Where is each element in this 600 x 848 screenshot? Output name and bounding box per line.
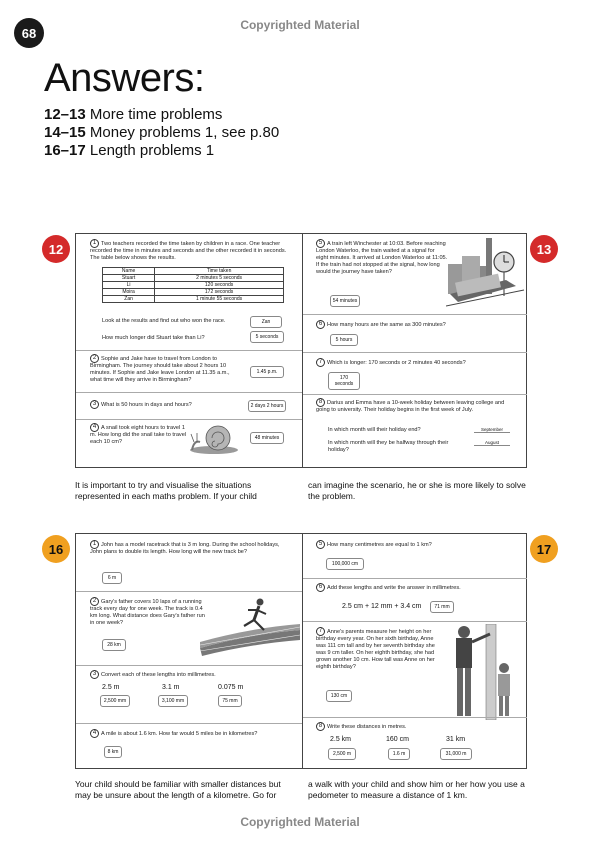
- answer-box: 5 hours: [330, 334, 358, 346]
- question-4: [90, 729, 290, 738]
- question-3: [90, 400, 240, 409]
- separator: [303, 717, 527, 718]
- separator: [303, 578, 527, 579]
- question-text: A mile is about 1.6 km. How far would 5 miles be in kilometres?: [101, 730, 258, 737]
- answer-box: 6 m: [102, 572, 122, 584]
- question-1: [90, 239, 296, 262]
- subtitle-pages: 12–13: [44, 106, 86, 123]
- answer-box: 8 km: [104, 746, 122, 758]
- question-text: Sophie and Jake have to travel from London to Birmingham. The journey should take about 2 hours 10 minutes. If Sophie and Jake leave London at 11.35 a.m., what time will they arrive in Birmingham?: [90, 355, 230, 383]
- tip-paragraph-left: Your child should be familiar with smaller distances but may be unsure about the length of a kilometre. Go for: [75, 779, 281, 801]
- page-badge-17: 17: [530, 535, 558, 563]
- table-cell: 120 seconds: [155, 282, 284, 289]
- answer-box: 75 mm: [218, 695, 242, 707]
- question-1-sub-2: How much longer did Stuart take than Li?: [102, 335, 205, 341]
- question-number: 5: [316, 540, 325, 549]
- separator: [76, 723, 302, 724]
- subtitle-pages: 16–17: [44, 142, 86, 159]
- addition-expression: 2.5 cm + 12 mm + 3.4 cm: [342, 603, 422, 610]
- separator: [303, 352, 527, 353]
- panel-divider: [302, 233, 303, 468]
- tip-paragraph-right: can imagine the scenario, he or she is more likely to solve the problem.: [308, 480, 526, 502]
- question-number: 4: [90, 423, 99, 432]
- question-number: 8: [316, 722, 325, 731]
- subtitle-line-3: [44, 142, 214, 159]
- question-number: 8: [316, 398, 325, 407]
- table-cell: Moira: [103, 289, 155, 296]
- table-row: [103, 289, 284, 296]
- answer-box: Zan: [250, 316, 282, 328]
- answer-box: 71 mm: [430, 601, 454, 613]
- separator: [76, 591, 302, 592]
- table-cell: 1 minute 55 seconds: [155, 296, 284, 303]
- question-3: [90, 670, 290, 679]
- question-1: [90, 540, 290, 556]
- answer-box: 48 minutes: [250, 432, 284, 444]
- question-number: 7: [316, 358, 325, 367]
- table-cell: 2 minutes 5 seconds: [155, 275, 284, 282]
- question-text: Gary's father covers 10 laps of a running track every day for one week. The track is 0.4 km long. What distance does Gary's father run in one week?: [90, 598, 205, 626]
- subtitle-pages: 14–15: [44, 124, 86, 141]
- answer-box: 2,500 m: [328, 748, 356, 760]
- question-number: 2: [90, 354, 99, 363]
- question-5: [316, 239, 448, 276]
- subtitle-text: Money problems 1, see p.80: [85, 124, 280, 141]
- race-times-table: [102, 267, 284, 303]
- question-7: [316, 627, 440, 671]
- question-7: [316, 358, 516, 367]
- question-number: 5: [316, 239, 325, 248]
- question-text: How many centimetres are equal to 1 km?: [327, 541, 432, 548]
- table-row: [103, 296, 284, 303]
- length-value: 0.075 m: [218, 684, 244, 691]
- question-text: A snail took eight hours to travel 1 m. How long did the snail take to travel each 10 cm?: [90, 424, 187, 445]
- question-text: Anne's parents measure her height on her birthday every year. On her sixth birthday, Anne was 111 cm tall and by her seventh birthday she was 9 cm taller. On her eighth birthday, she had grown another 10 cm. How tall was Anne on her eighth birthday?: [316, 628, 435, 670]
- question-text: Convert each of these lengths into millimetres.: [101, 671, 216, 678]
- tip-paragraph-left: It is important to try and visualise the situations represented in each maths problem. If your child: [75, 480, 257, 502]
- table-cell: Zan: [103, 296, 155, 303]
- copyright-notice-top: Copyrighted Material: [240, 18, 360, 32]
- question-8-sub-1: In which month will their holiday end?: [328, 427, 421, 433]
- question-number: 1: [90, 540, 99, 549]
- answer-box: 5 seconds: [250, 331, 284, 343]
- page-title: Answers:: [44, 56, 205, 100]
- train-station-illustration: [446, 236, 526, 308]
- distance-value: 160 cm: [386, 736, 409, 743]
- question-6: [316, 583, 516, 592]
- table-row: [103, 282, 284, 289]
- question-number: 1: [90, 239, 99, 248]
- question-8-sub-2: In which month will they be halfway through their holiday?: [328, 440, 449, 453]
- question-4: [90, 423, 190, 446]
- distance-value: 2.5 km: [330, 736, 352, 743]
- separator: [303, 394, 527, 395]
- question-text: Which is longer: 170 seconds or 2 minutes 40 seconds?: [327, 359, 466, 366]
- answer-box: 31,000 m: [440, 748, 472, 760]
- answer-box: 170 seconds: [328, 372, 360, 390]
- answer-box: 1.6 m: [388, 748, 410, 760]
- table-cell: Stuart: [103, 275, 155, 282]
- tip-paragraph-right: a walk with your child and show him or her how you use a pedometer to measure a distance of 1 km.: [308, 779, 525, 801]
- table-cell: 172 seconds: [155, 289, 284, 296]
- panel-divider: [302, 533, 303, 769]
- height-measuring-illustration: [446, 624, 526, 720]
- subtitle-line-2: [44, 124, 279, 141]
- runner-on-track-illustration: [200, 596, 300, 656]
- length-value: 3.1 m: [162, 684, 180, 691]
- page-badge-13: 13: [530, 235, 558, 263]
- table-row: [103, 275, 284, 282]
- copyright-notice-bottom: Copyrighted Material: [240, 815, 360, 829]
- answer-box: 2 days 2 hours: [248, 400, 286, 412]
- answer-line: August: [474, 440, 510, 446]
- separator: [76, 350, 302, 351]
- question-text: Two teachers recorded the time taken by children in a race. One teacher recorded the time in minutes and seconds and the other recorded it in seconds. The table below shows the results.: [90, 240, 287, 261]
- page-number-badge: 68: [14, 18, 44, 48]
- question-1-sub-1: Look at the results and find out who won the race.: [102, 318, 226, 324]
- question-number: 3: [90, 400, 99, 409]
- question-6: [316, 320, 516, 329]
- length-value: 2.5 m: [102, 684, 120, 691]
- question-2: [90, 354, 240, 384]
- separator: [76, 392, 302, 393]
- table-header: Time taken: [155, 268, 284, 275]
- answer-box: 28 km: [102, 639, 126, 651]
- question-8: [316, 722, 516, 731]
- answer-box: 54 minutes: [330, 295, 360, 307]
- answer-box: 100,000 cm: [326, 558, 364, 570]
- question-text: Darius and Emma have a 10-week holiday between leaving college and going to university. Their holiday begins in the first week of July.: [316, 399, 505, 413]
- question-text: Write these distances in metres.: [327, 723, 407, 730]
- table-cell: Li: [103, 282, 155, 289]
- snail-illustration: [188, 420, 244, 456]
- question-text: How many hours are the same as 300 minutes?: [327, 321, 446, 328]
- answer-box: 3,100 mm: [158, 695, 188, 707]
- answer-line: September: [474, 427, 510, 433]
- question-2: [90, 597, 210, 627]
- question-number: 4: [90, 729, 99, 738]
- separator: [303, 621, 527, 622]
- question-8: [316, 398, 516, 414]
- separator: [76, 665, 302, 666]
- page-badge-16: 16: [42, 535, 70, 563]
- subtitle-line-1: [44, 106, 222, 123]
- question-text: What is 50 hours in days and hours?: [101, 401, 192, 408]
- question-number: 2: [90, 597, 99, 606]
- subtitle-text: More time problems: [85, 106, 223, 123]
- distance-value: 31 km: [446, 736, 466, 743]
- question-text: Add these lengths and write the answer in millimetres.: [327, 584, 461, 591]
- page-badge-12: 12: [42, 235, 70, 263]
- question-number: 3: [90, 670, 99, 679]
- subtitle-text: Length problems 1: [85, 142, 215, 159]
- separator: [303, 314, 527, 315]
- table-header: Name: [103, 268, 155, 275]
- question-number: 7: [316, 627, 325, 636]
- answer-box: 1.45 p.m.: [250, 366, 284, 378]
- question-text: A train left Winchester at 10:03. Before reaching London Waterloo, the train waited at a signal for eight minutes. It arrived at London Waterloo at 11:05. If the train had not stopped at the signal, how long would the journey have taken?: [316, 240, 448, 275]
- answer-box: 130 cm: [326, 690, 352, 702]
- question-number: 6: [316, 583, 325, 592]
- question-5: [316, 540, 516, 549]
- question-number: 6: [316, 320, 325, 329]
- question-text: John has a model racetrack that is 3 m long. During the school holidays, John plans to double its length. How long will the new track be?: [90, 541, 280, 555]
- answer-box: 2,500 mm: [100, 695, 130, 707]
